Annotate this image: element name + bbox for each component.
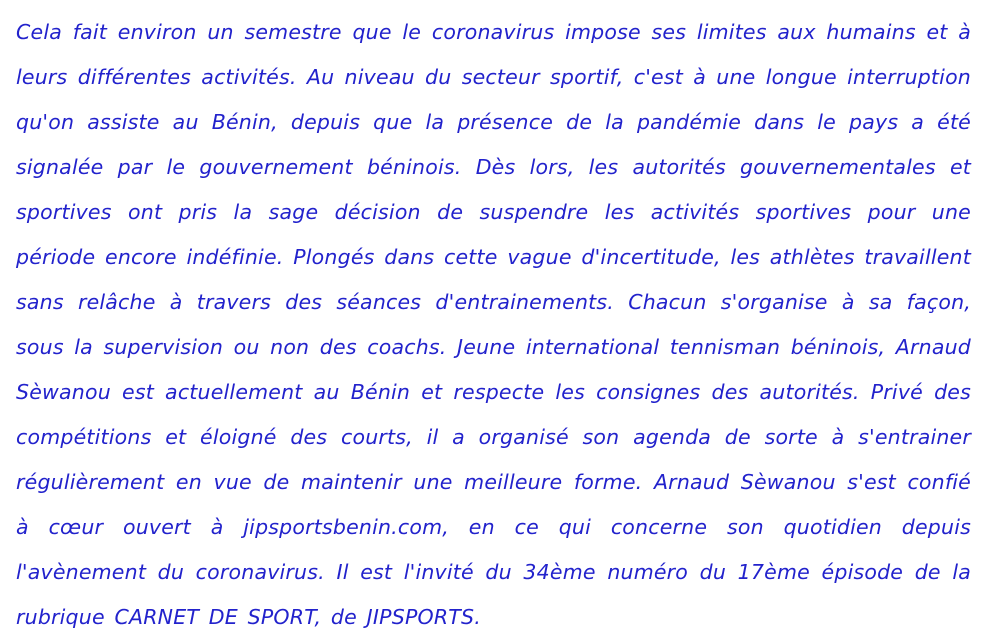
article-paragraph: Cela fait environ un semestre que le coronavirus impose ses limites aux humains et à leurs différentes activités. Au niveau du secteur sportif, c'est à une longue interruption qu'on assiste au Bénin, depuis que la présence de la pandémie dans le pays a été signalée par le gouvernement béninois. Dès lors, les autorités gouvernementales et sportives ont pris la sage décision de suspendre les activités sportives pour une période encore indéfinie. Plongés dans cette vague d'incertitude, les athlètes travaillent sans relâche à travers des séances d'entrainements. Chacun s'organise à sa façon, sous la supervision ou non des coachs. Jeune international tennisman béninois, Arnaud Sèwanou est actuellement au Bénin et respecte les consignes des autorités. Privé des compétitions et éloigné des courts, il a organisé son agenda de sorte à s'entrainer régulièrement en vue de maintenir une meilleure forme. Arnaud Sèwanou s'est confié à cœur ouvert à jipsportsbenin.com, en ce qui concerne son quotidien depuis l'avènement du coronavirus. Il est l'invité du 34ème numéro du 17ème épisode de la rubrique CARNET DE SPORT, de JIPSPORTS. <box>16 20 971 629</box>
